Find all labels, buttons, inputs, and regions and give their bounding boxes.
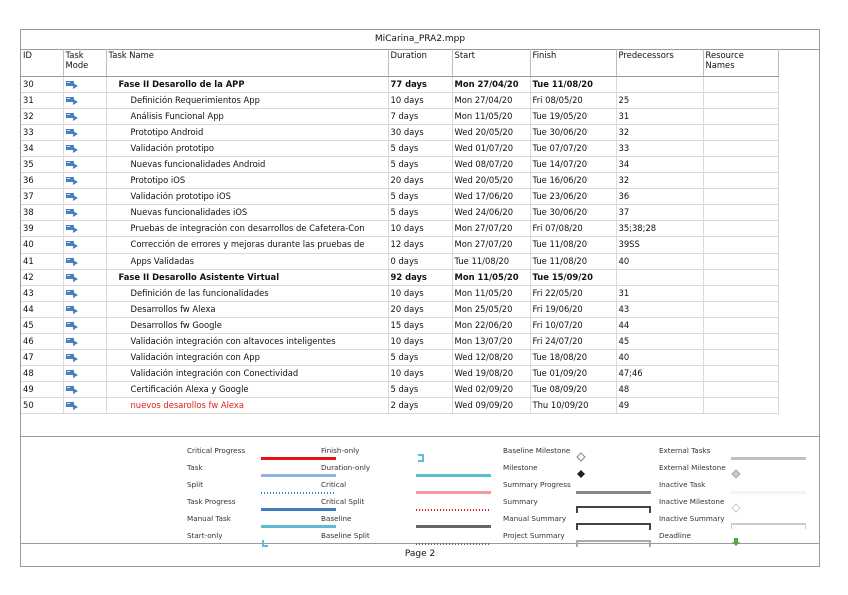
task-start: Wed 19/08/20 — [452, 366, 530, 382]
legend-label: Baseline — [321, 514, 352, 523]
auto-schedule-icon — [66, 224, 78, 233]
task-finish: Fri 08/05/20 — [530, 92, 616, 108]
legend-label: Inactive Task — [659, 480, 706, 489]
legend-label: External Tasks — [659, 446, 711, 455]
legend-label: Task — [187, 463, 203, 472]
task-predecessors: 25 — [616, 92, 703, 108]
task-name: Apps Validadas — [106, 253, 388, 269]
auto-schedule-icon — [66, 96, 78, 105]
task-duration: 92 days — [388, 269, 452, 285]
col-name-header: Task Name — [106, 49, 388, 76]
task-name: Validación integración con Conectividad — [106, 366, 388, 382]
task-duration: 2 days — [388, 398, 452, 414]
task-id: 34 — [21, 140, 63, 156]
task-start: Mon 27/04/20 — [452, 92, 530, 108]
task-id: 48 — [21, 366, 63, 382]
table-row[interactable] — [21, 189, 778, 205]
table-row[interactable] — [21, 317, 778, 333]
task-resources — [703, 205, 778, 221]
task-predecessors — [616, 76, 703, 92]
task-duration: 5 days — [388, 350, 452, 366]
task-resources — [703, 92, 778, 108]
task-start: Wed 01/07/20 — [452, 140, 530, 156]
task-duration: 5 days — [388, 140, 452, 156]
task-resources — [703, 189, 778, 205]
legend-label: Split — [187, 480, 203, 489]
task-id: 43 — [21, 285, 63, 301]
task-mode-cell — [63, 140, 106, 156]
table-row[interactable] — [21, 76, 778, 92]
task-name: Corrección de errores y mejoras durante las pruebas de — [106, 237, 388, 253]
task-mode-cell — [63, 156, 106, 172]
auto-schedule-icon — [66, 273, 78, 282]
auto-schedule-icon — [66, 160, 78, 169]
task-id: 44 — [21, 301, 63, 317]
table-row[interactable] — [21, 334, 778, 350]
task-name: Definición de las funcionalidades — [106, 285, 388, 301]
task-finish: Tue 14/07/20 — [530, 156, 616, 172]
table-header — [21, 49, 778, 76]
task-id: 41 — [21, 253, 63, 269]
task-mode-cell — [63, 398, 106, 414]
task-predecessors: 33 — [616, 140, 703, 156]
task-predecessors: 47;46 — [616, 366, 703, 382]
task-mode-cell — [63, 366, 106, 382]
task-name: Validación integración con App — [106, 350, 388, 366]
task-finish: Tue 15/09/20 — [530, 269, 616, 285]
legend-label: Milestone — [503, 463, 538, 472]
auto-schedule-icon — [66, 321, 78, 330]
table-row[interactable] — [21, 156, 778, 172]
auto-schedule-icon — [66, 305, 78, 314]
task-duration: 10 days — [388, 334, 452, 350]
task-duration: 10 days — [388, 92, 452, 108]
task-start: Wed 02/09/20 — [452, 382, 530, 398]
task-name: Validación prototipo — [106, 140, 388, 156]
col-finish-header: Finish — [530, 49, 616, 76]
table-row[interactable] — [21, 301, 778, 317]
task-mode-cell — [63, 108, 106, 124]
task-resources — [703, 269, 778, 285]
task-start: Mon 27/04/20 — [452, 76, 530, 92]
task-resources — [703, 108, 778, 124]
task-mode-cell — [63, 205, 106, 221]
task-name: Nuevas funcionalidades Android — [106, 156, 388, 172]
task-resources — [703, 285, 778, 301]
task-mode-cell — [63, 334, 106, 350]
task-id: 50 — [21, 398, 63, 414]
auto-schedule-icon — [66, 353, 78, 362]
task-predecessors: 32 — [616, 124, 703, 140]
task-id: 47 — [21, 350, 63, 366]
task-finish: Tue 01/09/20 — [530, 366, 616, 382]
legend-label: Inactive Milestone — [659, 497, 725, 506]
table-row[interactable] — [21, 124, 778, 140]
task-id: 40 — [21, 237, 63, 253]
table-row[interactable] — [21, 269, 778, 285]
task-finish: Tue 30/06/20 — [530, 124, 616, 140]
task-duration: 5 days — [388, 189, 452, 205]
task-table — [21, 49, 779, 414]
table-row[interactable] — [21, 205, 778, 221]
task-finish: Tue 19/05/20 — [530, 108, 616, 124]
task-finish: Tue 11/08/20 — [530, 253, 616, 269]
table-row[interactable] — [21, 350, 778, 366]
legend-label: External Milestone — [659, 463, 726, 472]
auto-schedule-icon — [66, 257, 78, 266]
task-resources — [703, 334, 778, 350]
task-resources — [703, 76, 778, 92]
task-finish: Fri 19/06/20 — [530, 301, 616, 317]
task-finish: Tue 07/07/20 — [530, 140, 616, 156]
auto-schedule-icon — [66, 112, 78, 121]
col-start-header: Start — [452, 49, 530, 76]
task-predecessors — [616, 269, 703, 285]
external-tasks-bar — [731, 447, 806, 466]
task-id: 49 — [21, 382, 63, 398]
task-start: Tue 11/08/20 — [452, 253, 530, 269]
inactive-summary-bar — [731, 515, 806, 534]
task-predecessors: 44 — [616, 317, 703, 333]
task-id: 36 — [21, 173, 63, 189]
legend-label: Inactive Summary — [659, 514, 725, 523]
inactive-task-bar — [731, 481, 806, 500]
auto-schedule-icon — [66, 369, 78, 378]
task-mode-cell — [63, 92, 106, 108]
task-mode-cell — [63, 253, 106, 269]
task-start: Wed 20/05/20 — [452, 173, 530, 189]
task-start: Mon 13/07/20 — [452, 334, 530, 350]
task-resources — [703, 382, 778, 398]
task-finish: Tue 23/06/20 — [530, 189, 616, 205]
task-predecessors: 49 — [616, 398, 703, 414]
table-row[interactable] — [21, 140, 778, 156]
task-mode-cell — [63, 76, 106, 92]
legend-label: Deadline — [659, 531, 691, 540]
task-mode-cell — [63, 221, 106, 237]
legend-label: Baseline Split — [321, 531, 370, 540]
task-resources — [703, 317, 778, 333]
task-predecessors: 34 — [616, 156, 703, 172]
task-start: Wed 20/05/20 — [452, 124, 530, 140]
task-start: Mon 27/07/20 — [452, 221, 530, 237]
task-predecessors: 37 — [616, 205, 703, 221]
task-resources — [703, 301, 778, 317]
page — [20, 29, 820, 567]
task-mode-cell — [63, 285, 106, 301]
legend-label: Summary Progress — [503, 480, 571, 489]
task-start: Wed 08/07/20 — [452, 156, 530, 172]
task-id: 42 — [21, 269, 63, 285]
task-name: Desarrollos fw Google — [106, 317, 388, 333]
col-mode-header: Task Mode — [63, 49, 106, 76]
task-resources — [703, 221, 778, 237]
task-name: Nuevas funcionalidades iOS — [106, 205, 388, 221]
task-predecessors: 36 — [616, 189, 703, 205]
task-resources — [703, 173, 778, 189]
task-resources — [703, 140, 778, 156]
legend-label: Project Summary — [503, 531, 565, 540]
task-duration: 77 days — [388, 76, 452, 92]
task-name: Fase II Desarollo Asistente Virtual — [106, 269, 388, 285]
task-duration: 5 days — [388, 156, 452, 172]
task-resources — [703, 366, 778, 382]
task-start: Wed 24/06/20 — [452, 205, 530, 221]
task-predecessors: 43 — [616, 301, 703, 317]
table-row[interactable] — [21, 221, 778, 237]
task-predecessors: 40 — [616, 350, 703, 366]
task-resources — [703, 350, 778, 366]
task-duration: 10 days — [388, 366, 452, 382]
task-name: Desarrollos fw Alexa — [106, 301, 388, 317]
legend-label: Critical Progress — [187, 446, 246, 455]
task-predecessors: 35;38;28 — [616, 221, 703, 237]
task-start: Wed 12/08/20 — [452, 350, 530, 366]
task-id: 31 — [21, 92, 63, 108]
legend-label: Manual Summary — [503, 514, 567, 523]
auto-schedule-icon — [66, 208, 78, 217]
table-row[interactable] — [21, 366, 778, 382]
task-id: 39 — [21, 221, 63, 237]
task-mode-cell — [63, 237, 106, 253]
task-start: Wed 17/06/20 — [452, 189, 530, 205]
task-duration: 20 days — [388, 173, 452, 189]
page-number: Page 2 — [404, 549, 436, 559]
table-row[interactable] — [21, 285, 778, 301]
document-title: MiCarina_PRA2.mpp — [21, 30, 819, 50]
task-id: 45 — [21, 317, 63, 333]
auto-schedule-icon — [66, 176, 78, 185]
task-duration: 10 days — [388, 221, 452, 237]
auto-schedule-icon — [66, 385, 78, 394]
legend-label: Baseline Milestone — [503, 446, 571, 455]
col-id-header: ID — [21, 49, 63, 76]
task-finish: Thu 10/09/20 — [530, 398, 616, 414]
table-row[interactable] — [21, 173, 778, 189]
task-name: Pruebas de integración con desarrollos de Cafetera-Con — [106, 221, 388, 237]
task-start: Mon 11/05/20 — [452, 108, 530, 124]
task-start: Mon 11/05/20 — [452, 285, 530, 301]
legend-label: Manual Task — [187, 514, 231, 523]
task-id: 46 — [21, 334, 63, 350]
legend-label: Summary — [503, 497, 538, 506]
table-row[interactable] — [21, 382, 778, 398]
auto-schedule-icon — [66, 128, 78, 137]
legend-label: Critical — [321, 480, 347, 489]
task-start: Mon 27/07/20 — [452, 237, 530, 253]
table-row[interactable] — [21, 108, 778, 124]
task-resources — [703, 124, 778, 140]
table-row[interactable] — [21, 92, 778, 108]
task-finish: Tue 11/08/20 — [530, 76, 616, 92]
task-id: 37 — [21, 189, 63, 205]
col-predecessors-header: Predecessors — [616, 49, 703, 76]
col-duration-header: Duration — [388, 49, 452, 76]
task-mode-cell — [63, 301, 106, 317]
task-resources — [703, 237, 778, 253]
task-finish: Tue 08/09/20 — [530, 382, 616, 398]
task-predecessors: 31 — [616, 285, 703, 301]
task-predecessors: 40 — [616, 253, 703, 269]
task-finish: Tue 11/08/20 — [530, 237, 616, 253]
task-id: 30 — [21, 76, 63, 92]
task-mode-cell — [63, 382, 106, 398]
task-resources — [703, 156, 778, 172]
task-mode-cell — [63, 350, 106, 366]
task-name: Prototipo Android — [106, 124, 388, 140]
task-finish: Fri 24/07/20 — [530, 334, 616, 350]
task-mode-cell — [63, 124, 106, 140]
task-finish: Fri 10/07/20 — [530, 317, 616, 333]
task-duration: 20 days — [388, 301, 452, 317]
task-finish: Tue 18/08/20 — [530, 350, 616, 366]
auto-schedule-icon — [66, 337, 78, 346]
task-start: Wed 09/09/20 — [452, 398, 530, 414]
task-finish: Tue 30/06/20 — [530, 205, 616, 221]
task-start: Mon 11/05/20 — [452, 269, 530, 285]
task-id: 33 — [21, 124, 63, 140]
task-duration: 30 days — [388, 124, 452, 140]
legend-label: Critical Split — [321, 497, 365, 506]
task-name: Validación integración con altavoces inteligentes — [106, 334, 388, 350]
legend-label: Duration-only — [321, 463, 371, 472]
task-duration: 5 days — [388, 382, 452, 398]
task-predecessors: 39SS — [616, 237, 703, 253]
task-name: nuevos desarollos fw Alexa — [106, 398, 388, 414]
task-name: Prototipo iOS — [106, 173, 388, 189]
task-predecessors: 32 — [616, 173, 703, 189]
task-duration: 15 days — [388, 317, 452, 333]
legend-label: Finish-only — [321, 446, 360, 455]
task-duration: 0 days — [388, 253, 452, 269]
task-id: 38 — [21, 205, 63, 221]
task-start: Mon 25/05/20 — [452, 301, 530, 317]
task-id: 32 — [21, 108, 63, 124]
task-finish: Tue 16/06/20 — [530, 173, 616, 189]
auto-schedule-icon — [66, 289, 78, 298]
task-duration: 10 days — [388, 285, 452, 301]
task-name: Validación prototipo iOS — [106, 189, 388, 205]
task-name: Fase II Desarollo de la APP — [106, 76, 388, 92]
task-mode-cell — [63, 269, 106, 285]
auto-schedule-icon — [66, 80, 78, 89]
task-mode-cell — [63, 173, 106, 189]
task-name: Análisis Funcional App — [106, 108, 388, 124]
task-duration: 7 days — [388, 108, 452, 124]
legend-label: Task Progress — [187, 497, 236, 506]
task-duration: 12 days — [388, 237, 452, 253]
task-resources — [703, 398, 778, 414]
task-duration: 5 days — [388, 205, 452, 221]
task-finish: Fri 22/05/20 — [530, 285, 616, 301]
auto-schedule-icon — [66, 240, 78, 249]
task-mode-cell — [63, 189, 106, 205]
table-row[interactable] — [21, 237, 778, 253]
task-finish: Fri 07/08/20 — [530, 221, 616, 237]
task-predecessors: 31 — [616, 108, 703, 124]
auto-schedule-icon — [66, 192, 78, 201]
task-mode-cell — [63, 317, 106, 333]
task-predecessors: 45 — [616, 334, 703, 350]
table-row[interactable] — [21, 398, 778, 414]
legend-label: Start-only — [187, 531, 223, 540]
task-predecessors: 48 — [616, 382, 703, 398]
legend — [21, 436, 819, 544]
col-resources-header: Resource Names — [703, 49, 778, 76]
task-name: Definición Requerimientos App — [106, 92, 388, 108]
table-row[interactable] — [21, 253, 778, 269]
task-name: Certificación Alexa y Google — [106, 382, 388, 398]
task-resources — [703, 253, 778, 269]
task-start: Mon 22/06/20 — [452, 317, 530, 333]
auto-schedule-icon — [66, 144, 78, 153]
task-id: 35 — [21, 156, 63, 172]
auto-schedule-icon — [66, 401, 78, 410]
